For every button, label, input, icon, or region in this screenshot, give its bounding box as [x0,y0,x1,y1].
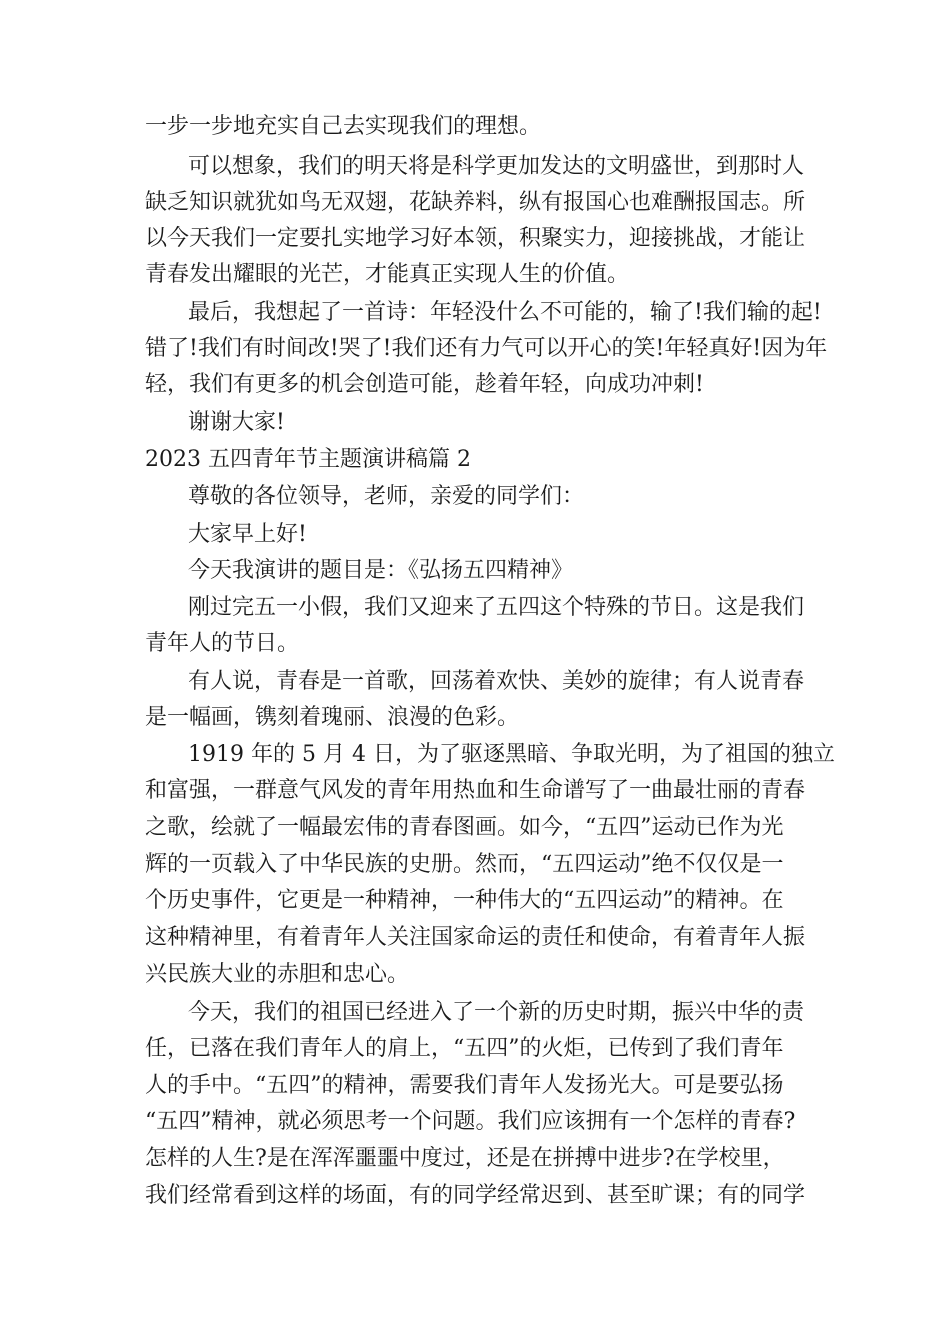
text-line: 这种精神里，有着青年人关注国家命运的责任和使命，有着青年人振 [145,925,806,950]
text-line: 一步一步地充实自己去实现我们的理想。 [145,114,542,139]
text-line: 青春发出耀眼的光芒，才能真正实现人生的价值。 [145,262,630,287]
text-line: 有人说，青春是一首歌，回荡着欢快、美妙的旋律；有人说青春 [188,669,805,694]
text-line: 青年人的节日。 [145,631,300,656]
text-line: 缺乏知识就犹如鸟无双翅，花缺养料，纵有报国心也难酬报国志。所 [145,190,806,215]
text-line: 和富强，一群意气风发的青年用热血和生命谱写了一曲最壮丽的青春 [145,778,806,803]
text-line: 我们经常看到这样的场面，有的同学经常迟到、甚至旷课；有的同学 [145,1183,806,1208]
section-heading: 2023 五四青年节主题演讲稿篇 2 [145,447,471,472]
text-line: 是一幅画，镌刻着瑰丽、浪漫的色彩。 [145,705,520,730]
text-line: 之歌，绘就了一幅最宏伟的青春图画。如今，“五四”运动已作为光 [145,815,784,840]
text-line: 最后，我想起了一首诗：年轻没什么不可能的，输了!我们输的起! [188,300,822,325]
text-line: 今天，我们的祖国已经进入了一个新的历史时期，振兴中华的责 [188,1000,805,1025]
text-line: 谢谢大家! [188,410,285,435]
text-line: “五四”精神，就必须思考一个问题。我们应该拥有一个怎样的青春? [145,1109,796,1134]
text-line: 尊敬的各位领导，老师，亲爱的同学们： [188,484,585,509]
text-line: 辉的一页载入了中华民族的史册。然而，“五四运动”绝不仅仅是一 [145,852,784,877]
text-line: 个历史事件，它更是一种精神，一种伟大的“五四运动”的精神。在 [145,888,784,913]
text-line: 可以想象，我们的明天将是科学更加发达的文明盛世，到那时人 [188,154,805,179]
text-line: 今天我演讲的题目是：《弘扬五四精神》 [188,558,574,583]
text-line: 大家早上好! [188,522,307,547]
text-line: 怎样的人生?是在浑浑噩噩中度过，还是在拼搏中进步?在学校里， [145,1146,785,1171]
text-line: 以今天我们一定要扎实地学习好本领，积聚实力，迎接挑战，才能让 [145,226,806,251]
text-line: 人的手中。“五四”的精神，需要我们青年人发扬光大。可是要弘扬 [145,1073,784,1098]
text-line: 错了!我们有时间改!哭了!我们还有力气可以开心的笑!年轻真好!因为年 [145,336,828,361]
text-line: 1919 年的 5 月 4 日，为了驱逐黑暗、争取光明，为了祖国的独立 [188,742,835,767]
text-line: 刚过完五一小假，我们又迎来了五四这个特殊的节日。这是我们 [188,595,805,620]
text-line: 轻，我们有更多的机会创造可能，趁着年轻，向成功冲刺! [145,372,704,397]
text-line: 兴民族大业的赤胆和忠心。 [145,962,410,987]
text-line: 任，已落在我们青年人的肩上，“五四”的火炬，已传到了我们青年 [145,1036,784,1061]
